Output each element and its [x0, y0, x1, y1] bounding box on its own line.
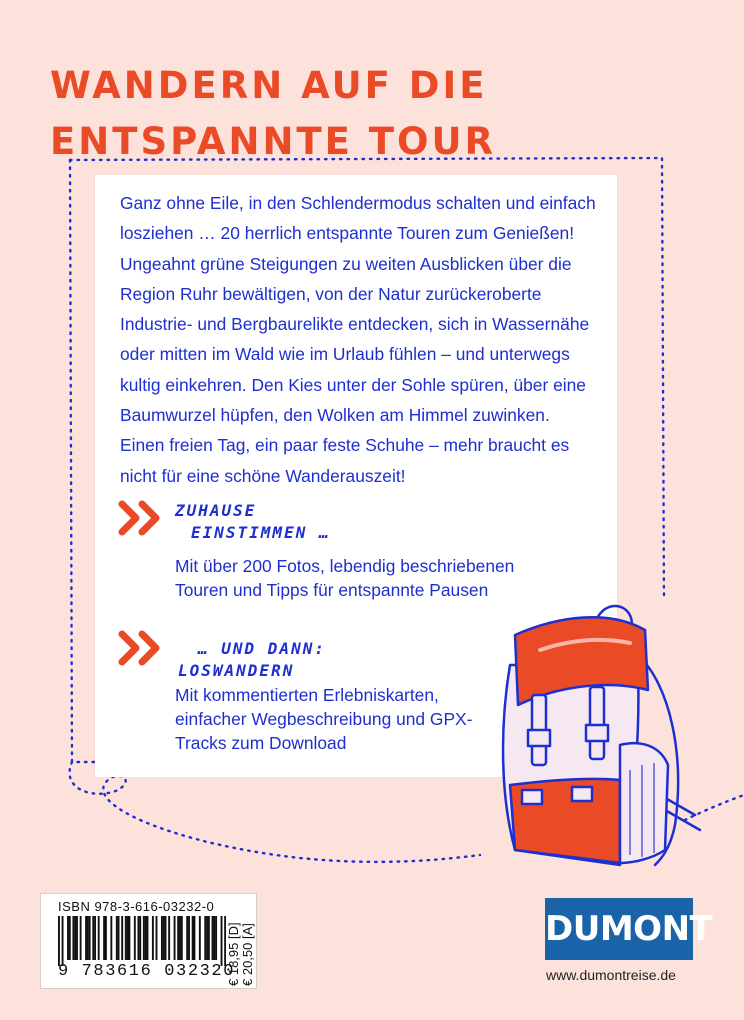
barcode-bar [174, 916, 176, 960]
section2-heading [178, 638, 326, 682]
barcode-bar [85, 916, 87, 960]
barcode-bar [186, 916, 188, 960]
section2-heading-line2: LOSWANDERN [178, 661, 295, 680]
barcode-bar [80, 916, 82, 960]
barcode-bar [145, 916, 147, 960]
barcode-bar [76, 916, 78, 960]
barcode-bar [62, 916, 64, 966]
barcode-bar [67, 916, 69, 960]
barcode-bar [143, 916, 145, 960]
barcode-bar [98, 916, 100, 960]
barcode-bar [221, 916, 223, 966]
price-austria: € 20,50 [A] [240, 923, 255, 986]
barcode-bar [212, 916, 214, 960]
intro-line: nicht für eine schöne Wanderauszeit! [120, 465, 406, 486]
intro-line: Region Ruhr bewältigen, von der Natur zurückeroberte [120, 283, 542, 304]
barcode-bar [181, 916, 183, 960]
barcode-bar [215, 916, 217, 960]
intro-line: Einen freien Tag, ein paar feste Schuhe – mehr braucht es [120, 435, 570, 456]
section1-heading-line2: EINSTIMMEN … [191, 523, 331, 542]
intro-text [120, 188, 620, 491]
intro-line: Industrie- und Bergbaurelikte entdecken, sich in Wassernähe [120, 314, 590, 335]
barcode-bar [125, 916, 127, 960]
barcode-bar [69, 916, 71, 960]
backpack-illustration [470, 595, 710, 885]
barcode-bar [137, 916, 139, 960]
section2-text-line1: Mit kommentierten Erlebniskarten, [175, 685, 439, 705]
intro-line: kultig einkehren. Den Kies unter der Sohle spüren, über eine [120, 374, 586, 395]
section1-text-line1: Mit über 200 Fotos, lebendig beschriebenen [175, 556, 515, 576]
barcode-bar [116, 916, 118, 960]
barcode-bar [156, 916, 158, 960]
barcode-bar [152, 916, 154, 960]
barcode-bar [168, 916, 170, 960]
barcode-bar [118, 916, 120, 960]
barcode-bar [213, 916, 215, 960]
barcode-bar [121, 916, 123, 960]
barcode-bar [89, 916, 91, 960]
barcode-bar [127, 916, 129, 960]
intro-line: Baumwurzel hüpfen, den Wolken am Himmel zuwinken. [120, 405, 550, 426]
barcode [58, 916, 226, 966]
barcode-bar [105, 916, 107, 960]
section2-text-line3: Tracks zum Download [175, 733, 347, 753]
barcode-bar [165, 916, 167, 960]
barcode-bar [206, 916, 208, 960]
barcode-bar [204, 916, 206, 960]
barcode-bar [134, 916, 136, 960]
section1-text [175, 554, 514, 602]
title-line-2: ENTSPANNTE TOUR [50, 120, 497, 163]
section2-text-line2: einfacher Wegbeschreibung und GPX- [175, 709, 473, 729]
barcode-bar [87, 916, 89, 960]
barcode-bar [128, 916, 130, 960]
barcode-bar [199, 916, 201, 960]
barcode-bar [74, 916, 76, 960]
price-germany: € 18,95 [D] [226, 922, 241, 986]
barcode-bar [110, 916, 112, 960]
intro-line: Ungeahnt grüne Steigungen zu weiten Ausblicken über die [120, 253, 572, 274]
barcode-bar [163, 916, 165, 960]
barcode-bar [192, 916, 194, 960]
barcode-bar [179, 916, 181, 960]
barcode-bar [92, 916, 94, 960]
double-chevron-icon [118, 500, 164, 536]
title-line-1: WANDERN AUF DIE [50, 64, 488, 107]
barcode-bar [103, 916, 105, 960]
barcode-bar [139, 916, 141, 960]
intro-line: losziehen … 20 herrlich entspannte Touren zum Genießen! [120, 223, 575, 244]
section1-heading-line1: ZUHAUSE [175, 501, 257, 520]
intro-line: Ganz ohne Eile, in den Schlendermodus schalten und einfach [120, 193, 596, 213]
intro-line: oder mitten im Wald wie im Urlaub fühlen – und unterwegs [120, 344, 570, 365]
double-chevron-icon [118, 630, 164, 666]
section1-text-line2: Touren und Tipps für entspannte Pausen [175, 580, 489, 600]
barcode-bar [177, 916, 179, 960]
cover-title [50, 58, 690, 170]
barcode-bar [147, 916, 149, 960]
isbn-label: ISBN 978-3-616-03232-0 [58, 899, 215, 914]
barcode-bar [58, 916, 60, 966]
barcode-bar [193, 916, 195, 960]
section1-heading [175, 500, 331, 544]
barcode-bar [161, 916, 163, 960]
isbn-digits: 9 783616 032320 [58, 962, 236, 981]
dumont-logo: DUMONT [545, 898, 693, 960]
section2-text [175, 683, 472, 755]
barcode-bar [94, 916, 96, 960]
barcode-bar [188, 916, 190, 960]
barcode-bar [72, 916, 74, 960]
publisher-url[interactable]: www.dumontreise.de [546, 967, 676, 983]
barcode-bar [208, 916, 210, 960]
section2-heading-line1: … UND DANN: [198, 639, 326, 658]
